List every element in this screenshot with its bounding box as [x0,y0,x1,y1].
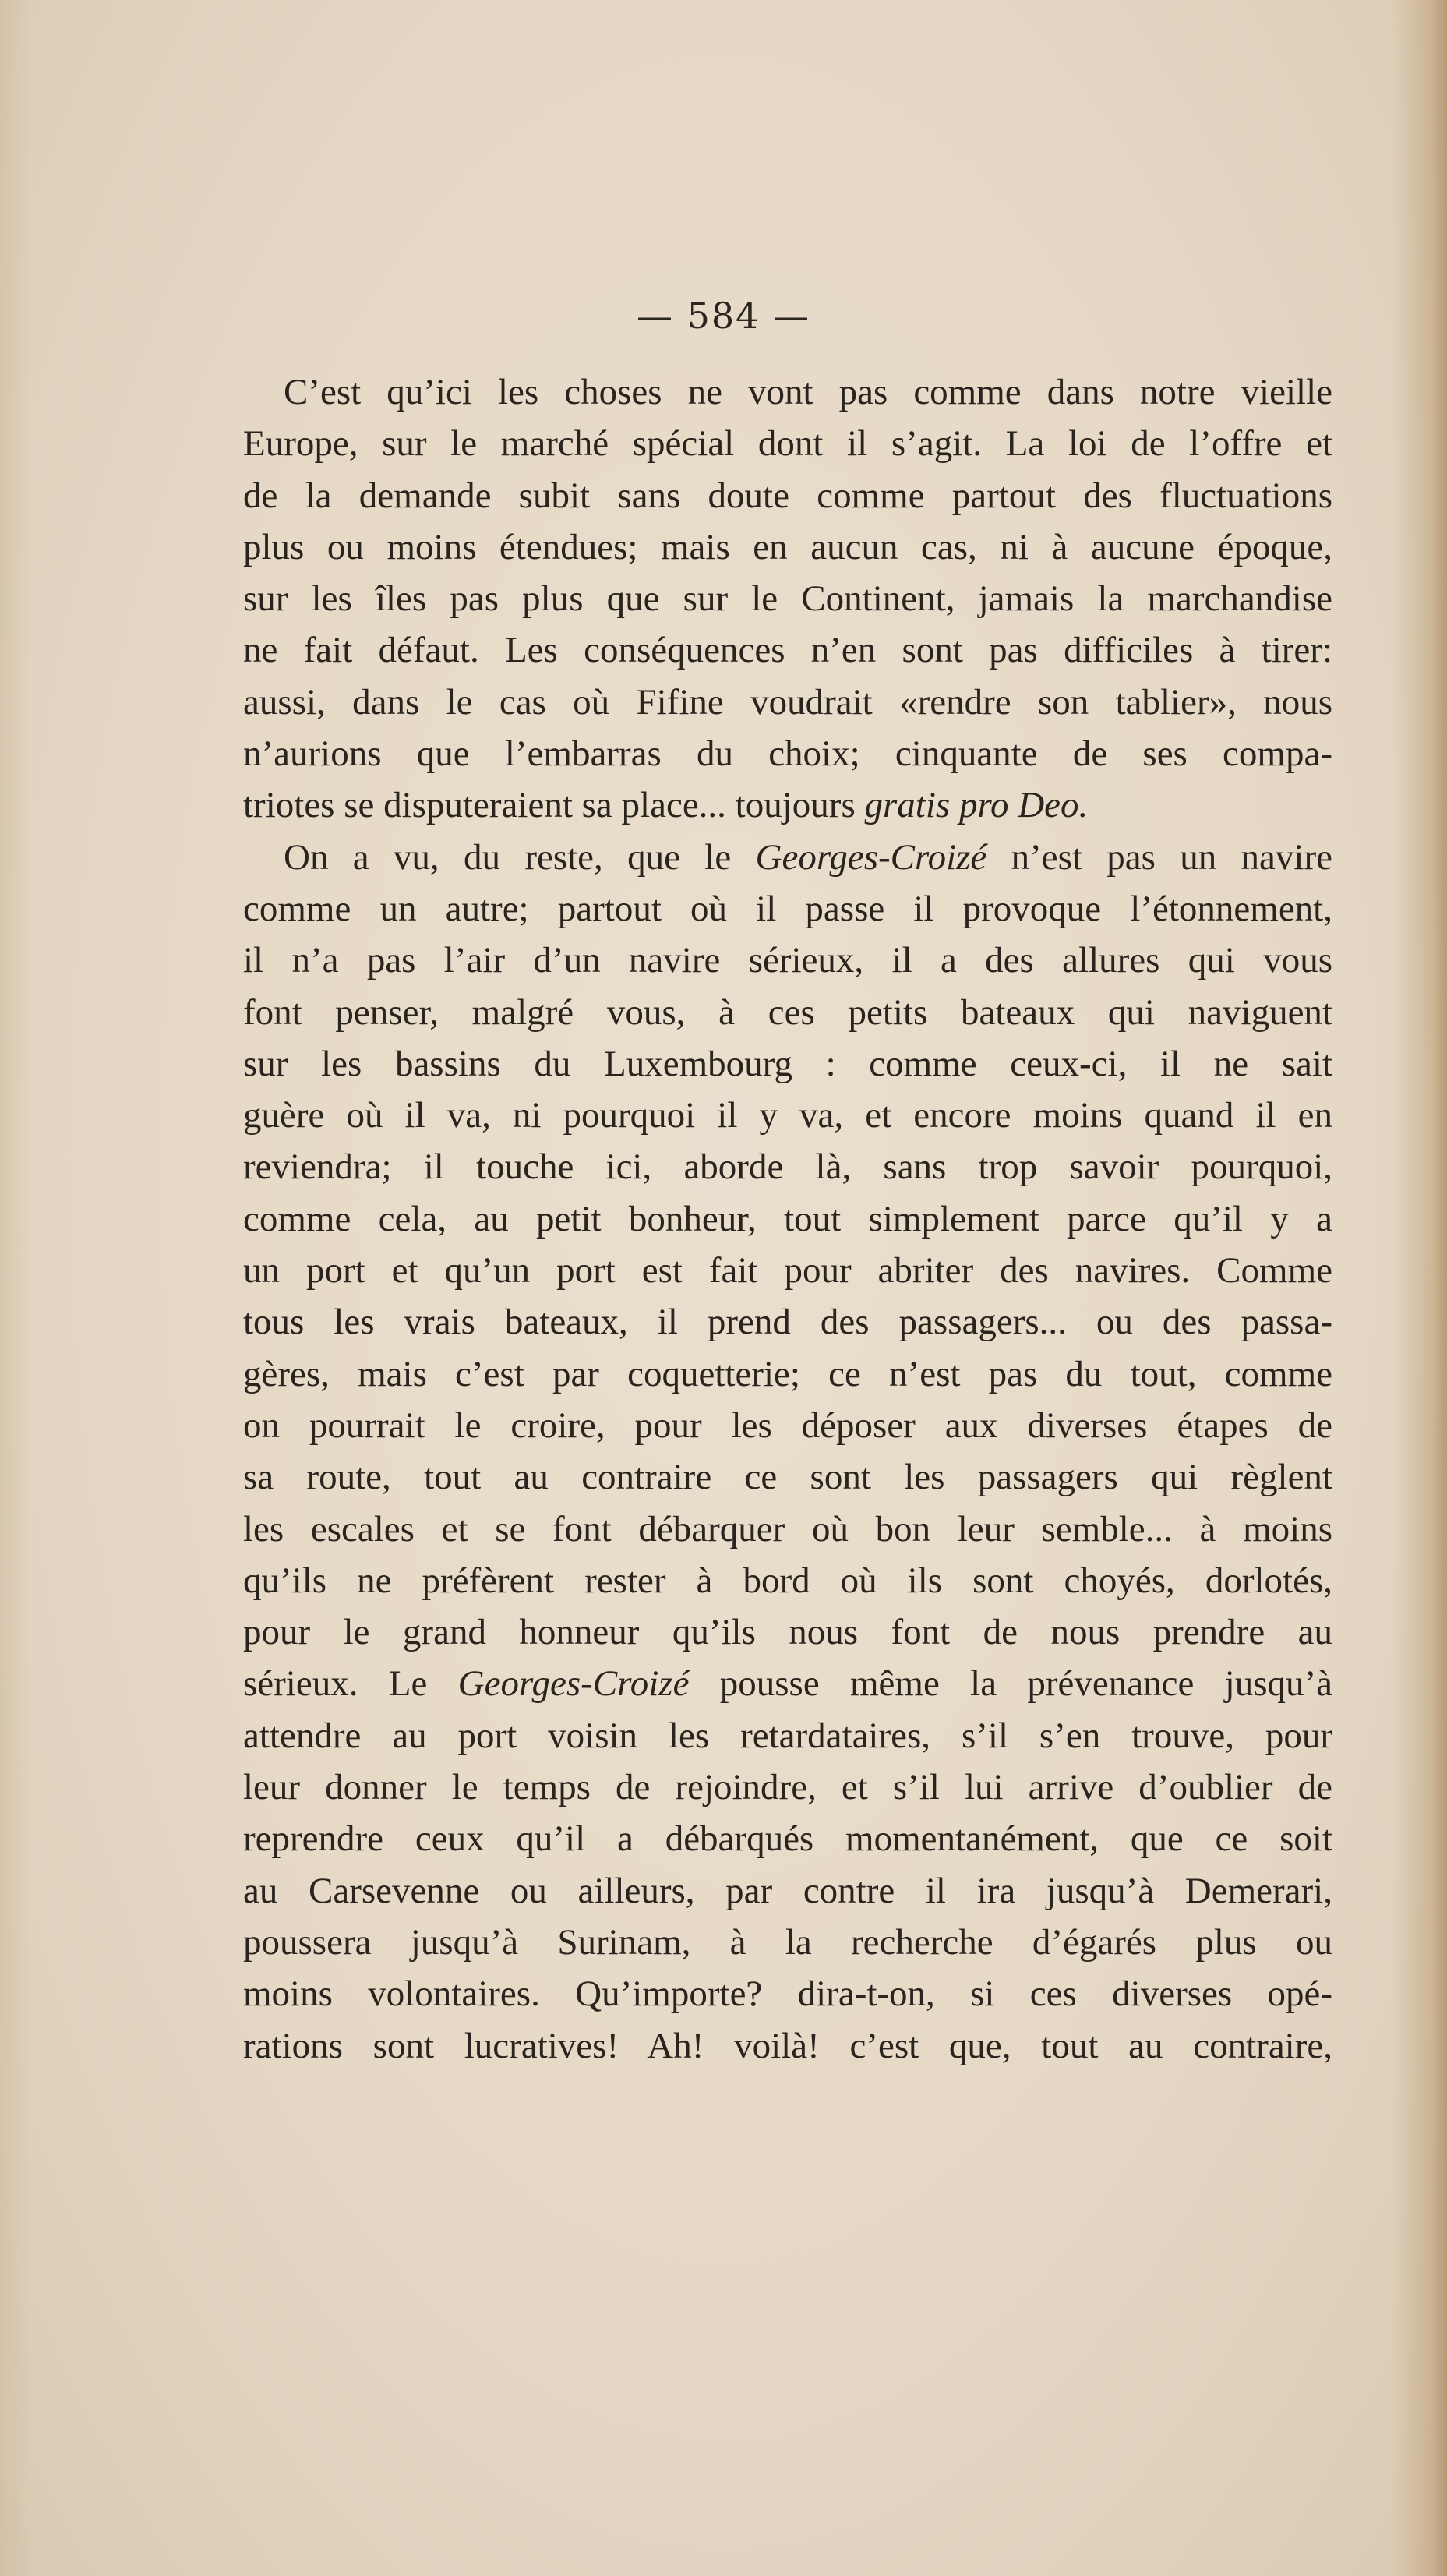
text-line: aussi, dans le cas où Fifine voudrait «rendre son tablier», nous [243,681,1332,723]
body-text [243,366,1332,2072]
text-line: les escales et se font débarquer où bon leur semble... à moins [243,1508,1332,1549]
text-line: au Carsevenne ou ailleurs, par contre il ira jusqu’à Demerari, [243,1870,1332,1911]
text-run: n’est pas un navire [986,836,1332,878]
italic-latin-phrase: gratis pro Deo. [864,785,1089,826]
text-line: qu’ils ne préfèrent rester à bord où ils sont choyés, dorlotés, [243,1560,1332,1601]
text-run: sérieux. Le [243,1663,458,1705]
text-line: il n’a pas l’air d’un navire sérieux, il a des allures qui vous [243,940,1332,981]
text-line: C’est qu’ici les choses ne vont pas comme dans notre vieille [284,372,1332,412]
text-line [243,779,1332,831]
text-run: pousse même la prévenance jusqu’à [689,1663,1333,1705]
text-line: poussera jusqu’à Surinam, à la recherche d’égarés plus ou [243,1921,1332,1963]
text-line: comme cela, au petit bonheur, tout simplement parce qu’il y a [243,1198,1332,1239]
text-line: guère où il va, ni pourquoi il y va, et encore moins quand il en [243,1095,1332,1136]
text-line: Europe, sur le marché spécial dont il s’agit. La loi de l’offre et [243,423,1332,465]
page-left-shadow [0,0,31,2576]
text-line: sa route, tout au contraire ce sont les passagers qui règlent [243,1457,1332,1498]
text-line: comme un autre; partout où il passe il provoque l’étonnement, [243,888,1332,929]
text-line: ne fait défaut. Les conséquences n’en sont pas difficiles à tirer: [243,630,1332,671]
text-line [243,832,1332,883]
ship-name: Georges-Croizé [457,1663,690,1705]
text-line: gères, mais c’est par coquetterie; ce n’est pas du tout, comme [243,1353,1332,1394]
text-line: on pourrait le croire, pour les déposer aux diverses étapes de [243,1405,1332,1446]
text-line: plus ou moins étendues; mais en aucun cas, ni à aucune époque, [243,526,1332,567]
text-line: de la demande subit sans doute comme partout des fluctuations [243,475,1332,516]
text-line: reviendra; il touche ici, aborde là, sans trop savoir pourquoi, [243,1147,1332,1188]
text-line: tous les vrais bateaux, il prend des passagers... ou des passa- [243,1302,1332,1343]
text-line: un port et qu’un port est fait pour abriter des navires. Comme [243,1250,1332,1292]
text-line: font penser, malgré vous, à ces petits bateaux qui naviguent [243,991,1332,1033]
text-line: sur les bassins du Luxembourg : comme ceux-ci, il ne sait [243,1043,1332,1084]
text-line: n’aurions que l’embarras du choix; cinquante de ses compa- [243,733,1332,775]
ship-name: Georges-Croizé [755,836,987,878]
text-run: triotes se disputeraient sa place... toujours [243,785,865,826]
text-line: sur les îles pas plus que sur le Continent, jamais la marchandise [243,578,1332,620]
text-line: reprendre ceux qu’il a débarqués momentanément, que ce soit [243,1818,1332,1860]
text-line: pour le grand honneur qu’ils nous font de nous prendre au [243,1612,1332,1653]
text-line: moins volontaires. Qu’importe? dira-t-on, si ces diverses opé- [243,1974,1332,2015]
text-line: leur donner le temps de rejoindre, et s’il lui arrive d’oublier de [243,1767,1332,1808]
text-run: On a vu, du reste, que le [284,836,756,878]
text-line [243,1658,1332,1709]
text-line: rations sont lucratives! Ah! voilà! c’est que, tout au contraire, [243,2025,1332,2066]
page-right-edge [1392,0,1447,2576]
text-line: attendre au port voisin les retardataires, s’il s’en trouve, pour [243,1715,1332,1756]
page-number: — 584 — [636,295,811,337]
